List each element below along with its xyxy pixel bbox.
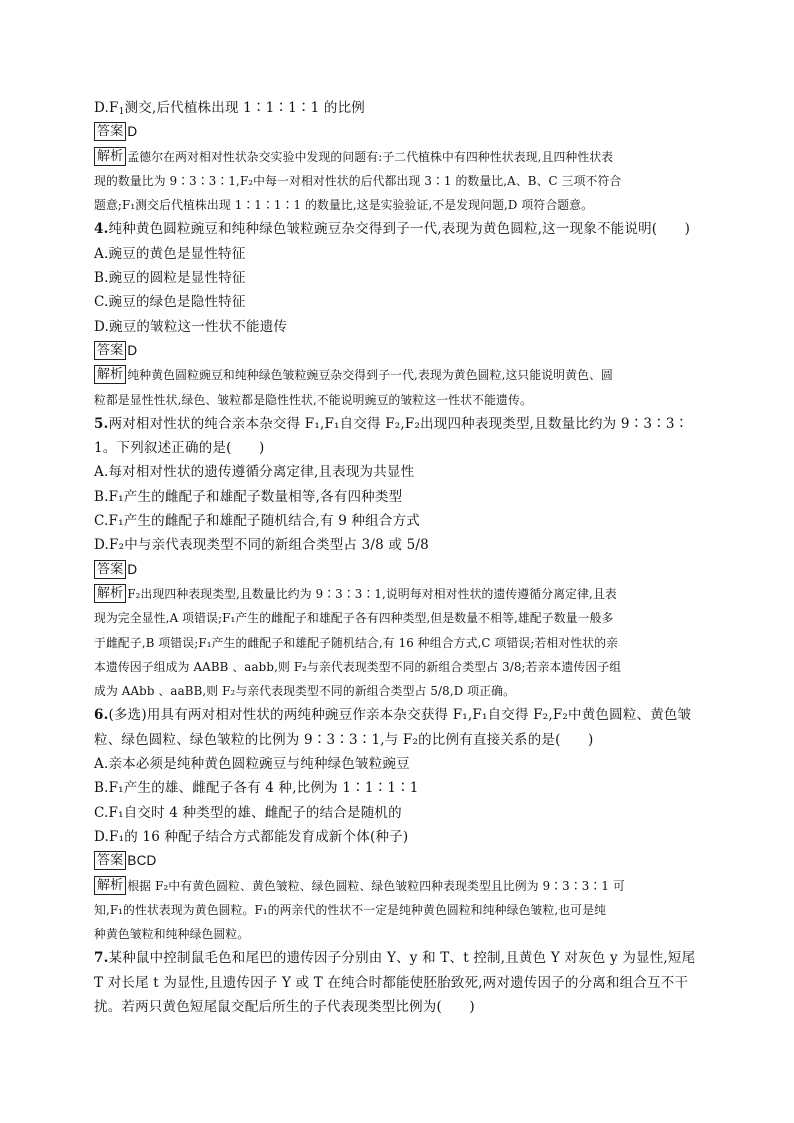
q6-option-c: C.F₁自交时 4 种类型的雄、雌配子的结合是随机的 [94,804,402,821]
q7-stem-cont-2: 扰。若两只黄色短尾鼠交配后所生的子代表现类型比例为( ) [94,998,475,1015]
q3-answer-row [94,120,700,144]
q6-answer-row [94,849,700,873]
answer-label: 答案 [94,341,126,360]
q6-option-b: B.F₁产生的雄、雌配子各有 4 种,比例为 1∶1∶1∶1 [94,780,419,797]
q6-option-d: D.F₁的 16 种配子结合方式都能发育成新个体(种子) [94,828,409,845]
q4-stem: 4.纯种黄色圆粒豌豆和纯种绿色皱粒豌豆杂交得到子一代,表现为黄色圆粒,这一现象不能说明( ) [94,221,691,238]
document-page [94,96,700,1019]
q4-option-d: D.豌豆的皱粒这一性状不能遗传 [94,318,288,335]
q3-option-d: $D.F_1$测交,后代植株出现 1∶1∶1∶1 的比例 [94,100,365,117]
q4-option-c: C.豌豆的绿色是隐性特征 [94,294,246,311]
q4-answer: D [127,342,138,358]
q5-answer-row [94,558,700,582]
q5-stem: 5.两对相对性状的纯合亲本杂交得 F₁,F₁自交得 F₂,F₂出现四种表现类型,且数量比约为 9∶3∶3∶ [94,415,689,432]
q4-option-b: B.豌豆的圆粒是显性特征 [94,270,246,287]
q7-stem: 7.某种鼠中控制鼠毛色和尾巴的遗传因子分别由 Y、y 和 T、t 控制,且黄色 Y 对灰色 y 为显性,短尾 [94,950,696,967]
answer-label: 答案 [94,851,126,870]
q4-explanation: 解析 纯种黄色圆粒豌豆和纯种绿色皱粒豌豆杂交得到子一代,表现为黄色圆粒,这只能说明黄色、圆 粒都是显性性状,绿色、皱粒都是隐性性状,不能说明豌豆的皱粒这一性状不能遗传。 [94,367,613,407]
q5-option-d: D.F₂中与亲代表现类型不同的新组合类型占 3/8 或 5/8 [94,537,429,554]
q6-stem: 6.(多选)用具有两对相对性状的两纯种豌豆作亲本杂交获得 F₁,F₁自交得 F₂,F₂中黄色圆粒、黄色皱 [94,707,692,724]
q6-stem-cont: 粒、绿色圆粒、绿色皱粒的比例为 9∶3∶3∶1,与 F₂的比例有直接关系的是( ) [94,731,594,748]
q5-stem-cont: 1。下列叙述正确的是( ) [94,440,265,457]
q3-explanation: 解析 孟德尔在两对相对性状杂交实验中发现的问题有:子二代植株中有四种性状表现,且四种性状表 现的数量比为 9∶3∶3∶1,F₂中每一对相对性状的后代都出现 3∶1 的数量比,A、B、C 三项不符合 题意;F₁测交后代植株出现 1∶1∶1∶1 的数量比,这是实验验证,不是发现问题,D 项符合题意。 [94,148,622,213]
q6-explanation: 解析 根据 F₂中有黄色圆粒、黄色皱粒、绿色圆粒、绿色皱粒四种表现类型且比例为 9∶3∶3∶1 可 知,F₁的性状表现为黄色圆粒。F₁的两亲代的性状不一定是纯种黄色圆粒和纯种绿色皱粒,也可是纯 种黄色皱粒和纯种绿色圆粒。 [94,877,625,942]
explain-label: 解析 [94,876,126,895]
explain-label: 解析 [94,365,126,384]
q5-option-b: B.F₁产生的雌配子和雄配子数量相等,各有四种类型 [94,488,403,505]
q5-option-a: A.每对相对性状的遗传遵循分离定律,且表现为共显性 [94,464,415,481]
answer-label: 答案 [94,560,126,579]
q5-explanation: 解析 F₂出现四种表现类型,且数量比约为 9∶3∶3∶1,说明每对相对性状的遗传遵循分离定律,且表 现为完全显性,A 项错误;F₁产生的雌配子和雄配子各有四种类型,但是数量不相等,雄配子数量一般多 于雌配子,B 项错误;F₁产生的雌配子和雄配子随机结合,有 16 种组合方式,C 项错误;若相对性状的亲 本遗传因子组成为 AABB 、aabb,则 F₂与亲代表现类型不同的新组合类型占 3/8;若亲本遗传因子组 成为 AAbb 、aaBB,则 F₂与亲代表现类型不同的新组合类型占 5/8,D 项正确。 [94,585,622,699]
q5-option-c: C.F₁产生的雌配子和雄配子随机结合,有 9 种组合方式 [94,513,420,530]
q6-option-a: A.亲本必须是纯种黄色圆粒豌豆与纯种绿色皱粒豌豆 [94,756,410,773]
q4-answer-row [94,339,700,363]
explain-label: 解析 [94,147,126,166]
q5-answer: D [127,561,138,577]
q3-answer: D [127,124,138,140]
answer-label: 答案 [94,122,126,141]
explain-label: 解析 [94,584,126,603]
q4-option-a: A.豌豆的黄色是显性特征 [94,245,246,262]
q7-stem-cont-1: T 对长尾 t 为显性,且遗传因子 Y 或 T 在纯合时都能使胚胎致死,两对遗传因子的分离和组合互不干 [94,974,689,991]
q6-answer: BCD [127,853,157,869]
